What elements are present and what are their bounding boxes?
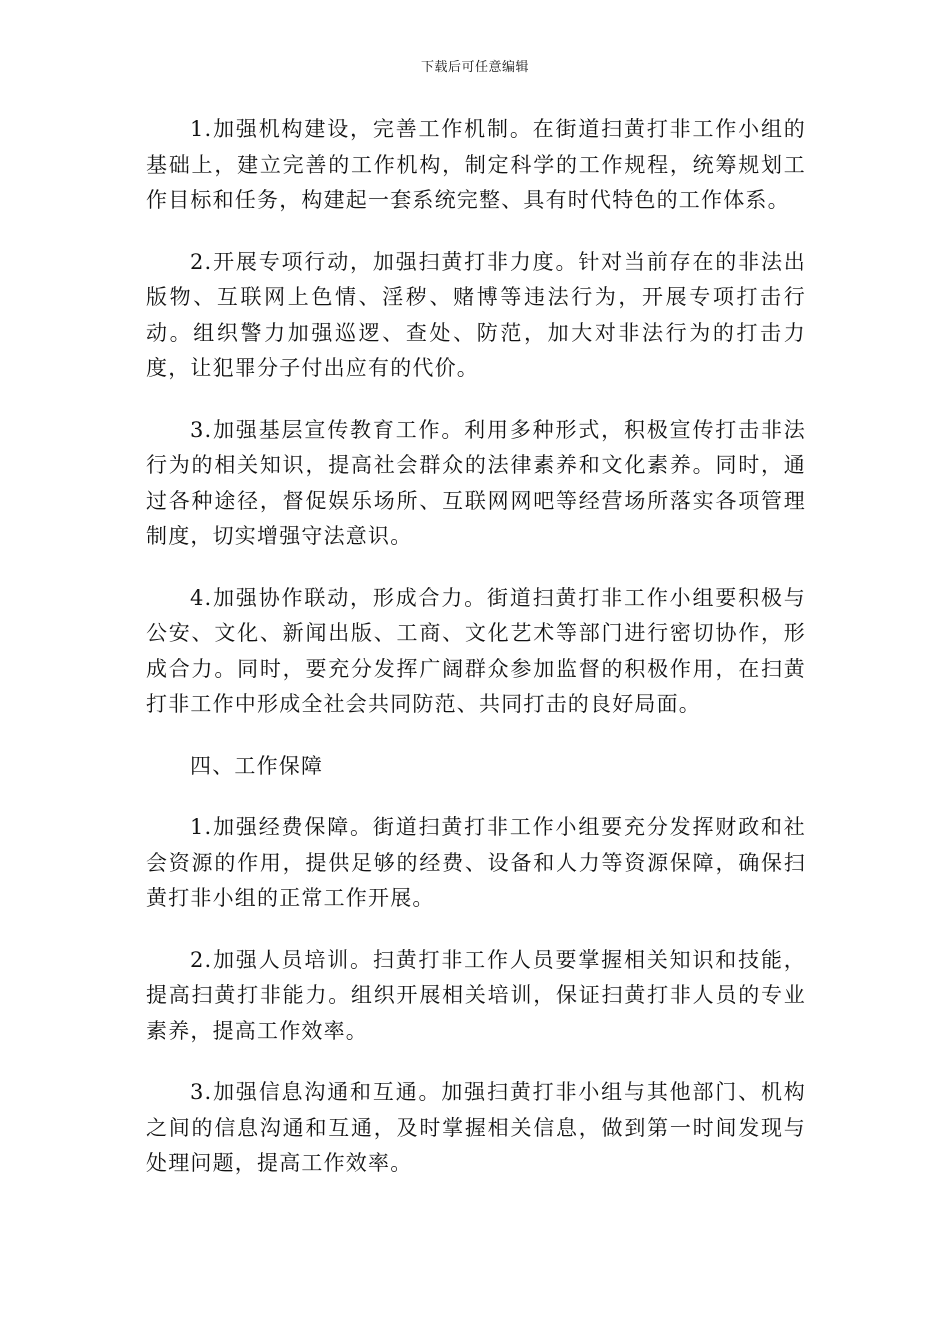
paragraph-funding-guarantee: 1.加强经费保障。街道扫黄打非工作小组要充分发挥财政和社会资源的作用，提供足够的经费、设备和人力等资源保障，确保扫黄打非小组的正常工作开展。 <box>146 815 806 910</box>
document-body <box>146 112 806 1208</box>
paragraph-staff-training: 2.加强人员培训。扫黄打非工作人员要掌握相关知识和技能，提高扫黄打非能力。组织开展相关培训，保证扫黄打非人员的专业素养，提高工作效率。 <box>146 947 806 1043</box>
paragraph-institution-building: 1.加强机构建设，完善工作机制。在街道扫黄打非工作小组的基础上，建立完善的工作机构，制定科学的工作规程，统筹规划工作目标和任务，构建起一套系统完整、具有时代特色的工作体系。 <box>146 117 806 212</box>
paragraph-special-action: 2.开展专项行动，加强扫黄打非力度。针对当前存在的非法出版物、互联网上色情、淫秽、赌博等违法行为，开展专项打击行动。组织警力加强巡逻、查处、防范，加大对非法行为的打击力度，让犯罪分子付出应有的代价。 <box>146 249 806 380</box>
section-heading-work-guarantee: 四、工作保障 <box>190 753 324 778</box>
paragraph-publicity-education: 3.加强基层宣传教育工作。利用多种形式，积极宣传打击非法行为的相关知识，提高社会群众的法律素养和文化素养。同时，通过各种途径，督促娱乐场所、互联网网吧等经营场所落实各项管理制度，切实增强守法意识。 <box>146 417 806 548</box>
paragraph-information-sharing: 3.加强信息沟通和互通。加强扫黄打非小组与其他部门、机构之间的信息沟通和互通，及时掌握相关信息，做到第一时间发现与处理问题，提高工作效率。 <box>146 1080 806 1175</box>
page-header: 下载后可任意编辑 <box>420 60 529 75</box>
paragraph-coordination: 4.加强协作联动，形成合力。街道扫黄打非工作小组要积极与公安、文化、新闻出版、工商、文化艺术等部门进行密切协作，形成合力。同时，要充分发挥广阔群众参加监督的积极作用，在扫黄打非工作中形成全社会共同防范、共同打击的良好局面。 <box>146 585 806 716</box>
